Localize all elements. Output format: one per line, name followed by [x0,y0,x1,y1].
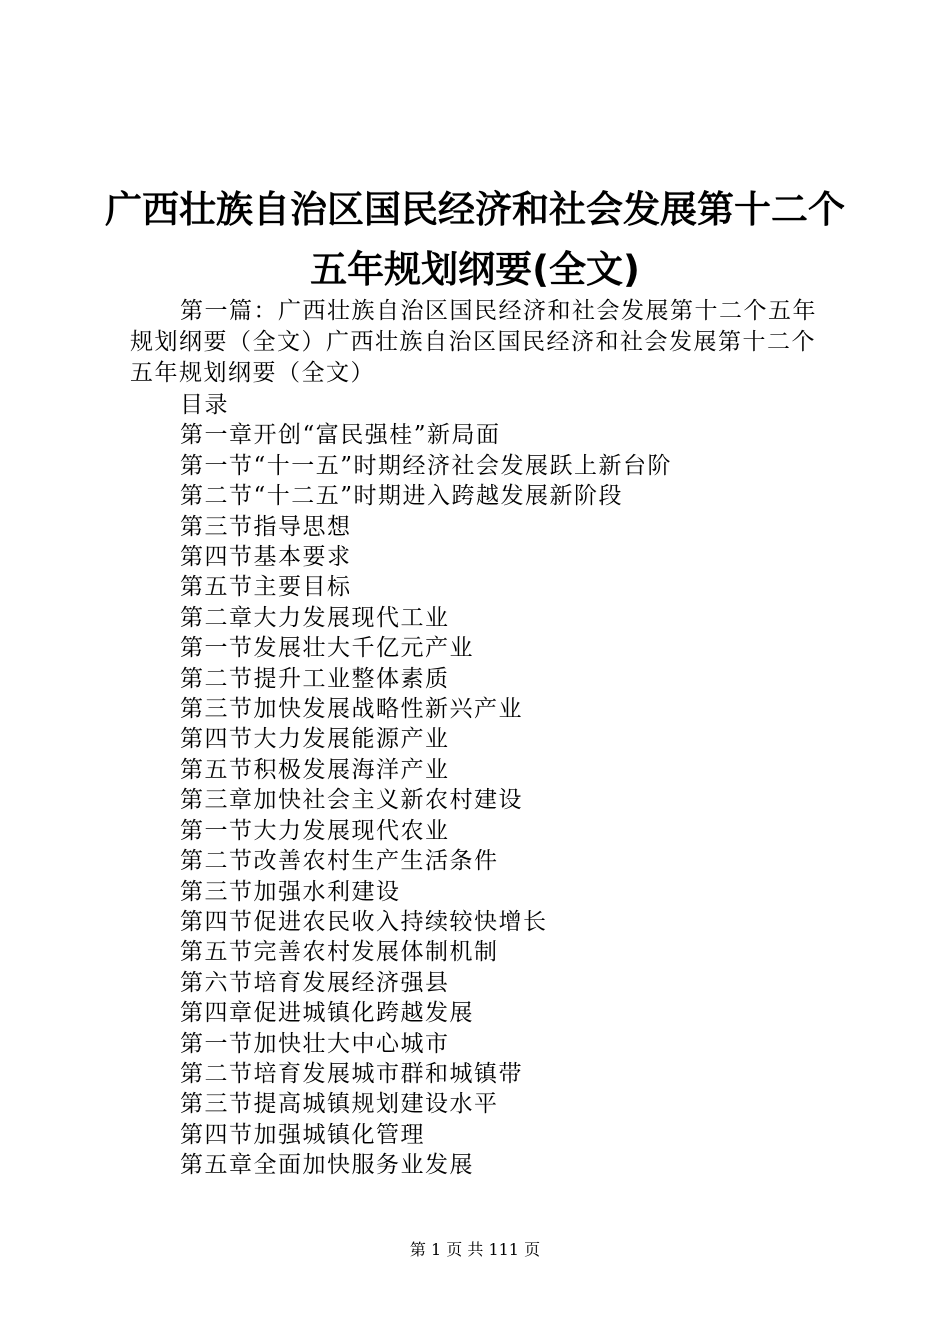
toc-item: 第三节加快发展战略性新兴产业 [180,696,523,723]
toc-item: 第五节完善农村发展体制机制 [180,939,499,966]
toc-item: 第二节“十二五”时期进入跨越发展新阶段 [180,483,624,510]
toc-item: 第四节促进农民收入持续较快增长 [180,908,548,935]
intro-paragraph: 第一篇：广西壮族自治区国民经济和社会发展第十二个五年规划纲要（全文）广西壮族自治区国民经济和社会发展第十二个五年规划纲要（全文） [130,298,817,386]
toc-item: 第三节指导思想 [180,513,352,540]
toc-item: 第六节培育发展经济强县 [180,969,450,996]
toc-item: 第五章全面加快服务业发展 [180,1152,474,1179]
toc-item: 第一节加快壮大中心城市 [180,1030,450,1057]
toc-item: 第二节改善农村生产生活条件 [180,848,499,875]
page-footer: 第 1 页 共 111 页 [409,1240,541,1259]
toc-item: 第一章开创“富民强桂”新局面 [180,422,501,449]
toc-item: 第一节发展壮大千亿元产业 [180,635,474,662]
toc-item: 第四节基本要求 [180,544,352,571]
toc-item: 第一节“十一五”时期经济社会发展跃上新台阶 [180,452,673,479]
toc-item: 第三章加快社会主义新农村建设 [180,787,523,814]
toc-item: 第三节加强水利建设 [180,878,401,905]
toc-heading: 目录 [180,392,229,418]
toc-item: 第五节积极发展海洋产业 [180,756,450,783]
toc-item: 第四节加强城镇化管理 [180,1121,425,1148]
toc-item: 第四节大力发展能源产业 [180,726,450,753]
toc-item: 第一节大力发展现代农业 [180,817,450,844]
toc-item: 第五节主要目标 [180,574,352,601]
toc-item: 第四章促进城镇化跨越发展 [180,1000,474,1027]
toc-item: 第三节提高城镇规划建设水平 [180,1091,499,1118]
document-title-line-2: 五年规划纲要(全文) [310,248,640,291]
toc-item: 第二节提升工业整体素质 [180,665,450,692]
toc-item: 第二章大力发展现代工业 [180,604,450,631]
toc-item: 第二节培育发展城市群和城镇带 [180,1060,523,1087]
document-title-line-1: 广西壮族自治区国民经济和社会发展第十二个 [105,188,845,231]
table-of-contents [180,390,672,1181]
